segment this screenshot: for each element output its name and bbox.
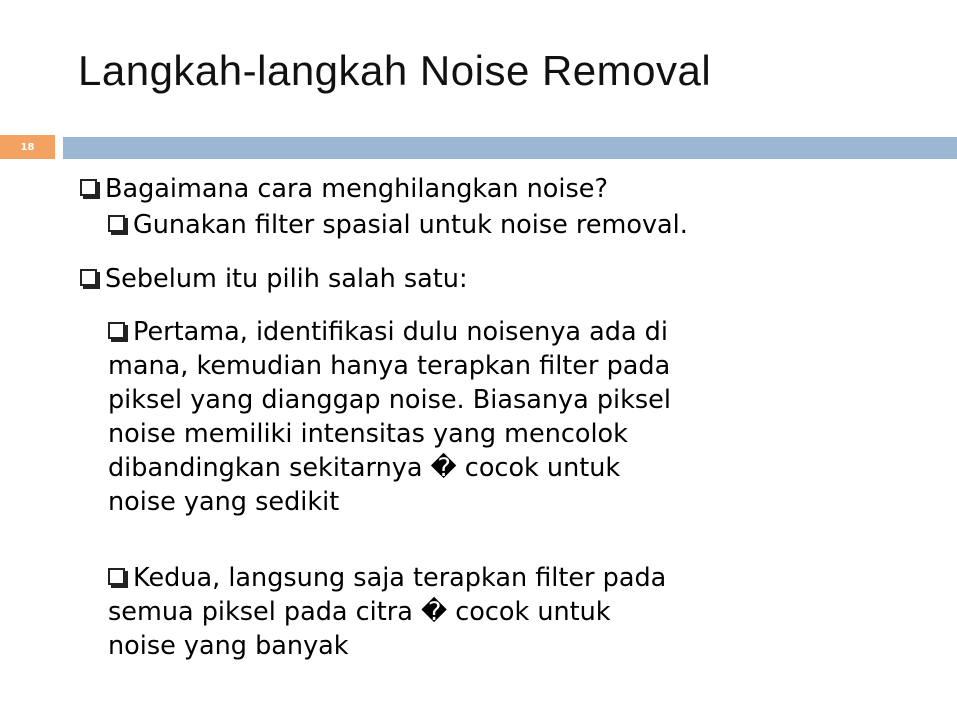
bullet-choose-text: Sebelum itu pilih salah satu: <box>105 264 468 294</box>
bullet-question <box>80 172 608 206</box>
sub-bullet-answer-text: Gunakan filter spasial untuk noise removal. <box>133 210 688 240</box>
checkbox-square-icon <box>80 269 97 286</box>
checkbox-square-icon <box>108 322 125 339</box>
sub-bullet-option-first <box>108 315 671 519</box>
option-first-line-4: noise memiliki intensitas yang mencolok <box>108 419 628 449</box>
checkbox-square-icon <box>108 568 125 585</box>
option-first-line-3: piksel yang dianggap noise. Biasanya piksel <box>108 385 671 415</box>
sub-bullet-answer <box>108 208 688 242</box>
option-first-line-1 <box>108 315 671 349</box>
option-first-line-5: dibandingkan sekitarnya � cocok untuk <box>108 453 621 483</box>
option-first-line-6: noise yang sedikit <box>108 487 340 517</box>
slide-title: Langkah-langkah Noise Removal <box>78 47 712 94</box>
slide-number: 18 <box>20 141 35 153</box>
bullet-question-text: Bagaimana cara menghilangkan noise? <box>105 174 608 204</box>
bullet-choose <box>80 262 468 296</box>
option-second-line-3: noise yang banyak <box>108 631 349 661</box>
option-first-line-2: mana, kemudian hanya terapkan filter pada <box>108 351 671 381</box>
checkbox-square-icon <box>80 179 97 196</box>
option-first-line-1-text: Pertama, identifikasi dulu noisenya ada di <box>133 317 668 347</box>
sub-bullet-option-second <box>108 561 666 663</box>
checkbox-square-icon <box>108 215 125 232</box>
option-second-line-1 <box>108 561 666 595</box>
option-second-line-1-text: Kedua, langsung saja terapkan filter pada <box>133 563 667 593</box>
option-second-line-2: semua piksel pada citra � cocok untuk <box>108 597 611 627</box>
